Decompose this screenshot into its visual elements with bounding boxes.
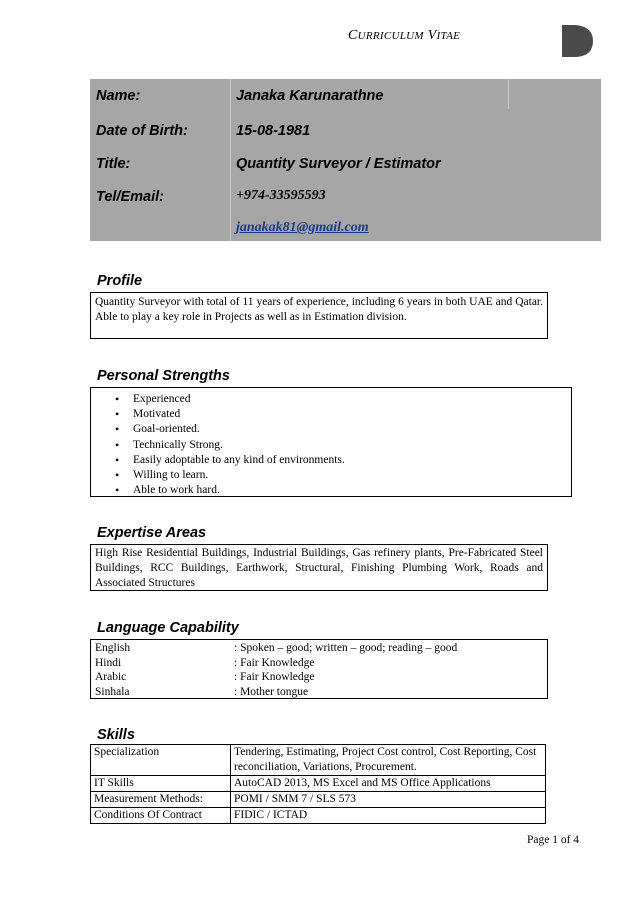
profile-box — [90, 292, 548, 339]
language-level: : Mother tongue — [234, 685, 309, 698]
table-row — [91, 745, 546, 776]
title-cap-2: V — [427, 28, 437, 43]
table-row — [91, 808, 546, 824]
column-divider — [230, 79, 231, 241]
skill-value: Tendering, Estimating, Project Cost control, Cost Reporting, Cost reconciliation, Variations, Procurement. — [231, 745, 546, 776]
logo-shape-icon — [560, 23, 594, 59]
strengths-heading: Personal Strengths — [97, 368, 230, 384]
strengths-box — [90, 387, 572, 497]
list-item: • Motivated — [133, 407, 571, 422]
language-level: : Fair Knowledge — [234, 656, 315, 669]
expertise-text: High Rise Residential Buildings, Industrial Buildings, Gas refinery plants, Pre-Fabricated Steel Buildings, RCC Buildings, Earthwork, Structural, Finishing Plumbing Work, Roads and Associated Structures — [95, 547, 543, 589]
title-rest-2: ITAE — [436, 30, 461, 42]
skill-value: POMI / SMM 7 / SLS 573 — [231, 792, 546, 808]
dob-label: Date of Birth: — [96, 123, 188, 139]
list-item: • Technically Strong. — [133, 438, 571, 453]
skills-table — [90, 744, 546, 824]
job-title-value: Quantity Surveyor / Estimator — [236, 156, 441, 172]
email-link[interactable]: janakak81@gmail.com — [236, 220, 369, 235]
list-item: • Experienced — [133, 392, 571, 407]
column-divider-right — [508, 79, 509, 109]
skill-value: FIDIC / ICTAD — [231, 808, 546, 824]
list-item: • Able to work hard. — [133, 483, 571, 498]
skills-heading: Skills — [97, 727, 135, 743]
language-box — [90, 639, 548, 699]
expertise-heading: Expertise Areas — [97, 525, 207, 541]
language-name: Sinhala — [95, 685, 130, 698]
expertise-box — [90, 544, 548, 591]
profile-text: Quantity Surveyor with total of 11 years of experience, including 6 years in both UAE and Qatar. Able to play a key role in Projects as well as in Estimation division. — [95, 296, 543, 323]
personal-info-box — [90, 79, 601, 241]
table-row — [95, 670, 543, 685]
list-item: • Easily adoptable to any kind of environments. — [133, 453, 571, 468]
table-row — [91, 792, 546, 808]
language-level: : Fair Knowledge — [234, 671, 315, 683]
skill-key: Measurement Methods: — [91, 792, 231, 808]
name-value: Janaka Karunarathne — [236, 88, 384, 104]
language-name: English — [95, 642, 131, 654]
tel-email-label: Tel/Email: — [96, 189, 164, 205]
job-title-label: Title: — [96, 156, 131, 172]
skill-key: Conditions Of Contract — [91, 808, 231, 824]
name-label: Name: — [96, 88, 141, 104]
language-name: Arabic — [95, 671, 127, 683]
table-row — [95, 685, 543, 700]
skill-key: IT Skills — [91, 776, 231, 792]
language-heading: Language Capability — [97, 620, 239, 636]
skill-key: Specialization — [91, 745, 231, 776]
list-item: • Goal-oriented. — [133, 422, 571, 437]
skill-value: AutoCAD 2013, MS Excel and MS Office Applications — [231, 776, 546, 792]
language-level: : Spoken – good; written – good; reading – good — [234, 642, 458, 654]
strengths-list — [91, 392, 571, 498]
language-name: Hindi — [95, 656, 122, 669]
table-row — [95, 656, 543, 671]
document-title — [348, 28, 460, 44]
page-number: Page 1 of 4 — [527, 834, 580, 846]
title-cap-1: C — [348, 28, 358, 43]
list-item: • Willing to learn. — [133, 468, 571, 483]
profile-heading: Profile — [97, 273, 143, 289]
dob-value: 15-08-1981 — [236, 123, 311, 139]
title-rest-1: URRICULUM — [357, 30, 424, 42]
phone-value: +974-33595593 — [236, 188, 326, 203]
table-row — [95, 641, 543, 656]
table-row — [91, 776, 546, 792]
